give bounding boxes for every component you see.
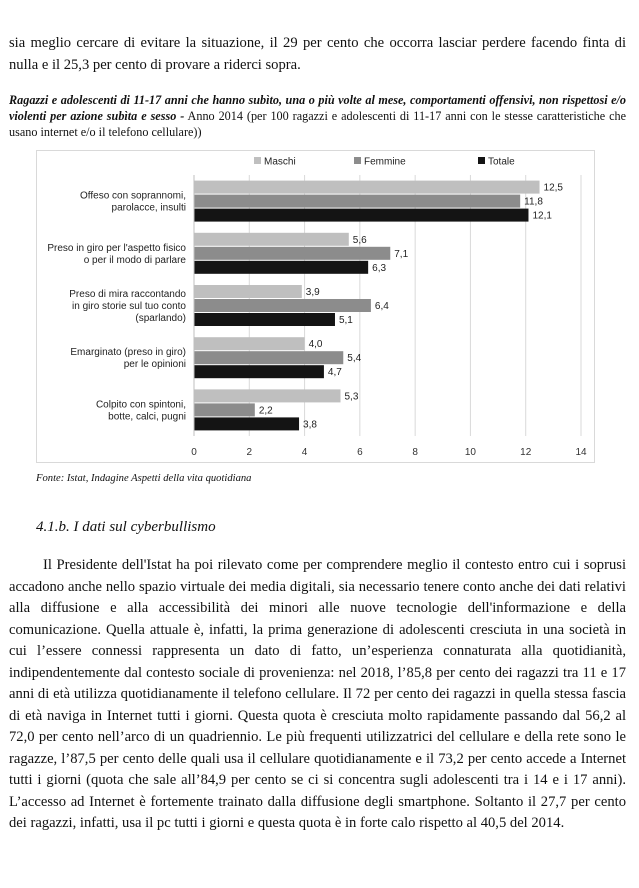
x-tick-label: 10 [464,447,476,458]
data-label: 5,1 [338,315,353,326]
x-tick-label: 4 [301,447,308,458]
data-label: 5,6 [352,234,367,246]
data-label: 5,4 [347,353,362,365]
data-label: 2,2 [258,405,273,417]
category-label: botte, calci, pugni [108,411,186,423]
section-title: 4.1.b. I dati sul cyberbullismo [36,519,216,535]
data-label: 12,1 [532,210,552,222]
category-label: Colpito con spintoni, [95,399,186,411]
data-label: 3,9 [305,287,320,298]
data-label: 3,8 [303,419,317,431]
legend-swatch [354,157,361,164]
bar [194,285,302,298]
bar [194,313,335,326]
x-tick-label: 14 [575,447,587,458]
category-label: Preso di mira raccontando [69,289,186,300]
bar [194,403,255,416]
chart-source: Fonte: Istat, Indagine Aspetti della vita quotidiana [36,473,252,484]
bar [194,195,520,208]
x-tick-label: 8 [412,447,418,458]
legend-label: Femmine [364,156,406,168]
data-label: 4,7 [327,367,342,379]
data-label: 7,1 [394,248,409,260]
bar [194,389,341,402]
bar [194,209,528,222]
category-label: Emarginato (preso in giro) [70,347,186,359]
data-label: 6,3 [372,262,387,274]
chart-caption-detail: Anno 2014 (per 100 ragazzi e adolescenti di 11-17 anni con le stesse caratteristiche che usano internet e/o il telefono cellulare)) [9,109,626,139]
category-label: (sparlando) [135,313,186,324]
body-paragraph: Il Presidente dell'Istat ha poi rilevato come per comprendere meglio il contesto entro cui i soprusi accadono anche nello spazio virtuale dei media digitali, sia necessario tenere conto anche dei dati relativi alla diffusione e alla accessibilità dei minori alle nuove tecnologie dell'informazione e della comunicazione. Quella attuale è, infatti, la prima generazione di adolescenti cresciuta in una società in cui l’essere connessi rappresenta un dato di fatto, un’esperienza connaturata alla quotidianità, indipendentemente dal contesto sociale di provenienza: nel 2018, l’85,8 per cento dei ragazzi tra 11 e 17 anni di età utilizza quotidianamente il telefono cellulare. Il 72 per cento dei ragazzi in quella stessa fascia di età naviga in Internet tutti i giorni. Questa quota è cresciuta molto rapidamente passando dal 56,2 al 72,0 per cento nell’arco di un quadriennio. Le più frequenti utilizzatrici del cellulare e della rete sono le ragazze, l’87,5 per cento delle quali usa il cellulare quotidianamente e il 73,2 per cento accede a Internet tutti i giorni (quota che sale all’84,9 per cento se ci si concentra sugli adolescenti tra i 14 e i 17 anni). L’accesso ad Internet è fortemente trainato dalla diffusione degli smartphone. Soltanto il 27,7 per cento dei ragazzi, infatti, usa il pc tutti i giorni e questa quota è in forte calo rispetto al 40,5 del 2014. [9,557,626,831]
chart-caption [9,92,626,140]
x-tick-label: 2 [246,447,253,458]
legend-swatch [254,157,261,164]
legend-swatch [478,157,485,164]
data-label: 11,8 [524,196,543,208]
bar [194,247,390,260]
data-label: 12,5 [543,182,564,194]
category-label: parolacce, insulti [111,202,186,214]
bar [194,365,324,378]
bar [194,351,343,364]
bar [194,299,371,312]
category-label: Offeso con soprannomi, [80,190,186,202]
chart-caption-title: Ragazzi e adolescenti di 11-17 anni che hanno subìto, una o più volte al mese, comportamenti offensivi, non rispettosi e/o violenti per azione subìta e sesso - [9,93,626,123]
x-tick-label: 12 [520,447,532,458]
x-tick-label: 0 [191,447,197,458]
bar [194,261,368,274]
bar-chart [36,150,596,465]
bar [194,233,349,246]
category-label: o per il modo di parlare [83,254,186,266]
bar [194,181,540,194]
category-label: in giro storie sul tuo conto [72,301,186,312]
data-label: 4,0 [308,339,323,351]
category-label: per le opinioni [123,359,186,371]
x-tick-label: 6 [357,447,363,458]
data-label: 6,4 [374,301,389,312]
bar [194,337,305,350]
legend-label: Totale [488,156,515,168]
data-label: 5,3 [344,391,359,403]
bar [194,417,299,430]
category-label: Preso in giro per l'aspetto fisico [47,242,186,254]
legend-label: Maschi [264,156,296,168]
intro-paragraph: sia meglio cercare di evitare la situazione, il 29 per cento che occorra lasciar perdere facendo finta di nulla e il 25,3 per cento di provare a riderci sopra. [9,35,626,73]
